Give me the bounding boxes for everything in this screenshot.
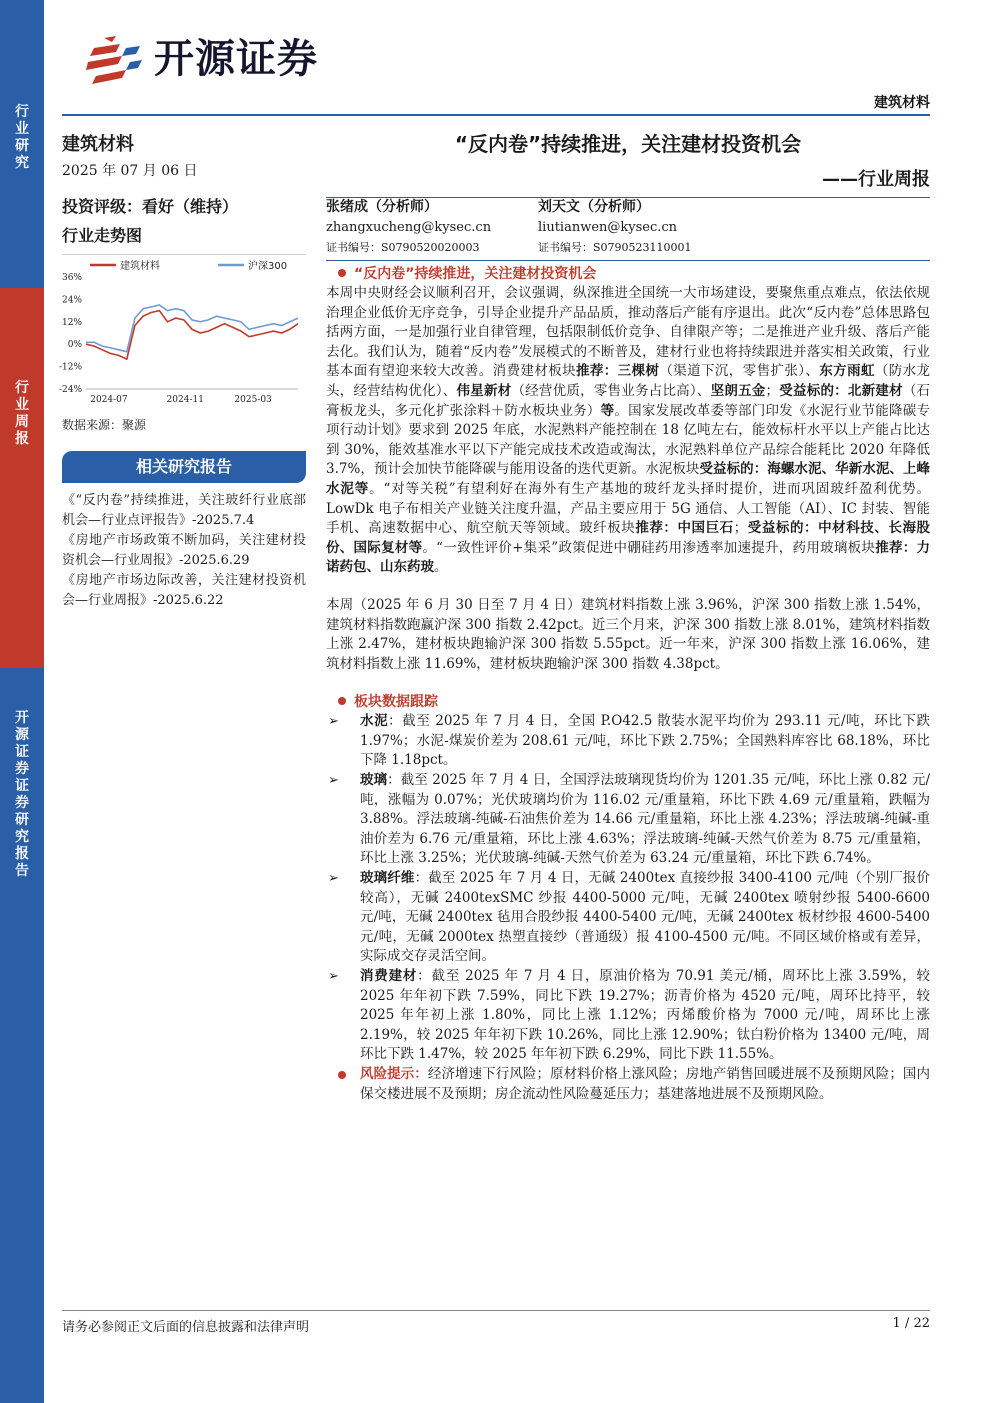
title-block	[326, 124, 930, 198]
item-label: 玻璃	[360, 772, 388, 789]
analyst-rule	[326, 260, 930, 261]
body-text: ；	[765, 382, 780, 399]
highlight-text: 受益标的：海螺水泥、华新水泥、上峰水泥等	[326, 461, 931, 497]
section-heading	[326, 264, 930, 284]
body-text: （经营优质，零售业务占比高）、	[511, 382, 711, 399]
arrow-bullet-icon: ➢	[328, 871, 339, 887]
item-label: 水泥	[360, 713, 389, 730]
highlight-text: 受益标的：中材科技、长海股份、国际复材等	[326, 520, 931, 556]
highlight-text: 推荐：力诺药包、山东药玻	[326, 539, 930, 576]
report-subtitle: ——行业周报	[822, 169, 930, 190]
page-number: 1 / 22	[892, 1316, 930, 1331]
side-strip-top	[0, 0, 44, 288]
side-strip-bottom-text: 开源证券证券研究报告	[15, 710, 29, 879]
list-item	[326, 712, 930, 771]
risk-label: 风险提示：	[360, 1065, 428, 1082]
body-text: 。	[434, 559, 448, 576]
footer-disclaimer: 请务必参阅正文后面的信息披露和法律声明	[62, 1320, 310, 1335]
bullet-dot-icon	[338, 697, 346, 705]
side-strip-mid-text: 行业周报	[15, 380, 29, 447]
related-reports-list	[62, 491, 306, 611]
body-text: 本周中央财经会议顺利召开，会议强调，纵深推进全国统一大市场建设，要聚焦重点难点，依法依规治理企业低价无序竞争，引导企业提升产品品质，推动落后产能有序退出。此次“反内卷”总体思路包括两方面，一是加强行业自律管理，包括限制低价竞争、自律限产等；二是推进产业升级、落后产能去化。我们认为，随着“反内卷”发展模式的不断普及，建材行业也将持续跟进并落实相关政策，行业基本面有望迎来较大改善。消费建材板块	[326, 285, 930, 380]
trend-chart-svg	[58, 255, 306, 413]
x-tick-label: 2025-03	[234, 395, 272, 405]
x-tick-label: 2024-07	[90, 395, 128, 405]
highlight-text: 受益标的：北新建材	[779, 382, 903, 399]
analyst-cert: 证书编号：S0790520020003	[326, 241, 480, 254]
report-body	[326, 264, 930, 1104]
investment-rating: 投资评级：看好（维持）	[62, 197, 239, 216]
body-text: ；	[733, 520, 748, 537]
brand-name: 开源证券	[154, 36, 318, 82]
report-date: 2025 年 07 月 06 日	[62, 163, 198, 179]
left-column	[58, 124, 306, 611]
related-report-item[interactable]: 《“反内卷”持续推进，关注玻纤行业底部机会—行业点评报告》-2025.7.4	[62, 493, 306, 528]
risk-notice	[326, 1065, 930, 1104]
highlight-text: 东方雨虹	[819, 363, 875, 380]
body-text: （石膏板龙头，多元化扩张涂料＋防水板块业务）	[326, 382, 931, 419]
related-report-item[interactable]: 《房地产市场边际改善，关注建材投资机会—行业周报》-2025.6.22	[62, 573, 306, 608]
analyst-cert: 证书编号：S0790523110001	[538, 241, 692, 254]
trend-chart	[58, 254, 306, 412]
highlight-text: 坚朗五金	[710, 382, 766, 399]
list-item	[326, 869, 930, 967]
y-tick-label: 12%	[61, 317, 82, 328]
y-tick-label: 0%	[67, 340, 82, 351]
side-strip-top-text: 行业研究	[15, 104, 29, 171]
arrow-bullet-icon: ➢	[328, 714, 339, 730]
body-text: 。“一致性评价+集采”政策促进中硼硅药用渗透率加速提升，药用玻璃板块	[422, 539, 876, 556]
body-text: （渠道下沉，零售扩张）、	[659, 363, 820, 380]
analyst-email[interactable]: liutianwen@kysec.cn	[538, 220, 678, 235]
highlight-text: 推荐：中国巨石	[635, 520, 734, 537]
related-report-item[interactable]: 《房地产市场政策不断加码，关注建材投资机会—行业周报》-2025.6.29	[62, 533, 306, 568]
bullet-dot-icon	[338, 269, 346, 277]
data-tracking-list	[326, 712, 930, 1065]
body-text: 。国家发展改革委等部门印发《水泥行业节能降碳专项行动计划》要求到 2025 年底，水泥熟料产能控制在 18 亿吨左右，能效标杆水平以上产能占比达到 30%，能效基准水平以下产能完成技术改造或淘汰，水泥熟料单位产品综合能耗比 2020 年降低 3.7%，预计会加快节能降碳与能用设备的迭代更新。水泥板块	[326, 402, 931, 478]
legend-label: 建筑材料	[120, 261, 160, 272]
side-strip-bottom	[0, 668, 44, 1403]
item-text: ：截至 2025 年 7 月 4 日，原油价格为 70.91 美元/桶，周环比上涨 3.59%，较 2025 年年初下跌 7.59%，同比下跌 19.27%；沥青价格为 4520 元/吨，周环比持平，较 2025 年年初上涨 1.80%，同比上涨 1.12%；丙烯酸价格为 7000 元/吨，周环比上涨 2.19%，较 2025 年年初下跌 10.26%，同比上涨 12.90%；钛白粉价格为 13400 元/吨，周环比下跌 1.47%，较 2025 年年初下跌 6.29%，同比下跌 11.55%。	[360, 968, 930, 1063]
list-item	[326, 771, 930, 869]
header-category: 建筑材料	[874, 95, 930, 111]
item-label: 玻璃纤维	[360, 870, 415, 887]
body-text: 。“对等关税”有望利好在海外有生产基地的玻纤龙头择时提价，进而巩固玻纤盈利优势。LowDk 电子布相关产业链关注度升温，产品主要应用于 5G 通信、人工智能（AI）、IC 封装、智能手机、高速数据中心、航空航天等领域。玻纤板块	[326, 480, 930, 537]
highlight-text: 等	[600, 402, 615, 419]
y-tick-label: -24%	[58, 385, 82, 395]
brand-logo-icon	[86, 34, 142, 86]
industry-name: 建筑材料	[62, 134, 134, 155]
item-text: ：截至 2025 年 7 月 4 日，全国 P.O42.5 散装水泥平均价为 293.11 元/吨，环比下跌 1.97%；水泥-煤炭价差为 208.61 元/吨，环比下跌 2.75%；全国熟料库容比 68.18%，环比下降 1.18pct。	[360, 713, 931, 769]
analyst-name: 刘天文（分析师）	[538, 199, 650, 215]
arrow-bullet-icon: ➢	[328, 969, 339, 984]
arrow-bullet-icon: ➢	[328, 773, 339, 789]
analyst-name: 张绪成（分析师）	[326, 199, 438, 215]
x-tick-label: 2024-11	[166, 395, 204, 405]
brand-logo	[86, 34, 386, 84]
risk-text: 经济增速下行风险；原材料价格上涨风险；房地产销售回暖进展不及预期风险；国内保交楼进展不及预期；房企流动性风险蔓延压力；基建落地进展不及预期风险。	[360, 1065, 931, 1102]
report-title: “反内卷”持续推进，关注建材投资机会	[454, 132, 802, 156]
footer-rule	[62, 1310, 930, 1311]
legend-label: 沪深300	[248, 261, 288, 272]
bullet-dot-icon	[338, 1071, 346, 1079]
section-heading-text: “反内卷”持续推进，关注建材投资机会	[354, 266, 597, 282]
chart-source: 数据来源：聚源	[62, 418, 147, 432]
section-heading-text: 板块数据跟踪	[354, 694, 438, 711]
highlight-text: 伟星新材	[456, 382, 512, 399]
list-item	[326, 967, 930, 1065]
section-heading	[326, 692, 930, 712]
header-rule	[62, 114, 930, 116]
trend-chart-title: 行业走势图	[62, 226, 143, 245]
analyst-card	[538, 196, 758, 255]
body-text: （防水龙头，经营结构优化）、	[326, 363, 931, 399]
y-tick-label: 24%	[61, 295, 82, 306]
analysts	[326, 196, 930, 258]
item-text: ：截至 2025 年 7 月 4 日，全国浮法玻璃现货均价为 1201.35 元/吨，环比上涨 0.82 元/吨，涨幅为 0.07%；光伏玻璃均价为 116.02 元/重量箱，环比下跌 4.69 元/重量箱，跌幅为 3.88%。浮法玻璃-纯碱-石油焦价差为 14.66 元/重量箱，环比上涨 4.23%；浮法玻璃-纯碱-重油价差为 6.76 元/重量箱，环比上涨 4.63%；浮法玻璃-纯碱-天然气价差为 8.75 元/重量箱，环比上涨 3.25%；光伏玻璃-纯碱-天然气价差为 63.24 元/重量箱，环比下跌 6.74%。	[360, 772, 930, 867]
item-text: ：截至 2025 年 7 月 4 日，无碱 2400tex 直接纱报 3400-4100 元/吨（个别厂报价较高），无碱 2400texSMC 纱报 4400-5000 元/吨，无碱 2400tex 喷射纱报 5400-6600 元/吨，无碱 2400tex 毡用合股纱报 4400-5400 元/吨，无碱 2400tex 板材纱报 4600-5400 元/吨，无碱 2000tex 热塑直接纱（普通级）报 4100-4500 元/吨。不同区域价格或有差异，实际成交存灵活空间。	[360, 870, 931, 965]
analyst-card	[326, 196, 546, 255]
y-tick-label: 36%	[61, 273, 82, 283]
item-label: 消费建材	[360, 968, 418, 984]
side-strip-mid	[0, 288, 44, 668]
series-line	[86, 311, 298, 360]
highlight-text: 推荐：三棵树	[576, 363, 660, 380]
related-reports-header: 相关研究报告	[62, 451, 306, 483]
analyst-email[interactable]: zhangxucheng@kysec.cn	[326, 220, 492, 235]
market-paragraph: 本周（2025 年 6 月 30 日至 7 月 4 日）建筑材料指数上涨 3.96%，沪深 300 指数上涨 1.54%，建筑材料指数跑赢沪深 300 指数 2.42pct。近三个月来，沪深 300 指数上涨 8.01%，建筑材料指数上涨 2.47%，建材板块跑输沪深 300 指数 5.55pct。近一年来，沪深 300 指数上涨 16.06%，建筑材料指数上涨 11.69%，建材板块跑输沪深 300 指数 4.38pct。	[326, 596, 930, 672]
y-tick-label: -12%	[58, 362, 82, 373]
summary-paragraph	[326, 284, 930, 578]
